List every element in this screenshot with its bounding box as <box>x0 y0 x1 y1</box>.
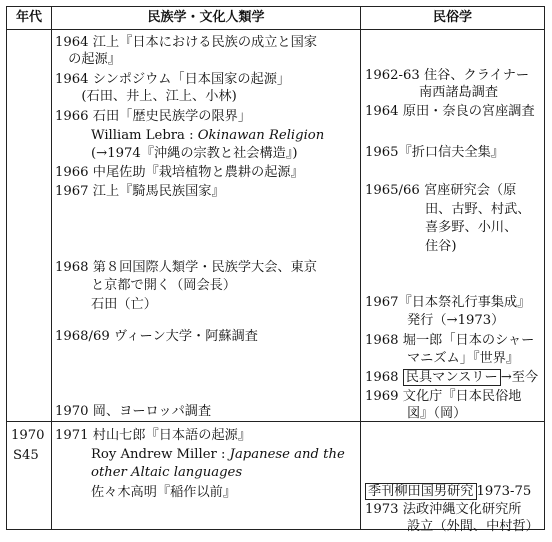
table-line: 1966 石田「歴史民族学の限界」 <box>55 109 252 124</box>
table-line: 1964 シンポジウム「日本国家の起源」 <box>55 72 291 87</box>
table-line: 1968 第８回国際人類学・民族学大会、東京 <box>55 260 317 275</box>
table-line: 住谷) <box>425 239 457 254</box>
table-line: 1968 民具マンスリー →至今 <box>365 370 539 385</box>
table-line: Roy Andrew Miller : Japanese and the <box>91 447 345 462</box>
table-line: 設立（外間、中村哲） <box>407 519 539 534</box>
table-line: 発行（→1973） <box>407 313 505 328</box>
table-line: の起源』 <box>55 52 121 67</box>
table-line: 1966 中尾佐助『栽培植物と農耕の起源』 <box>55 165 304 180</box>
table-line: 1970 岡、ヨーロッパ調査 <box>55 404 212 419</box>
header-era: 年代 <box>15 10 42 25</box>
table-line: 田、古野、村武、 <box>425 202 531 217</box>
era-showa: S45 <box>13 448 39 463</box>
table-line: 喜多野、小川、 <box>425 220 518 235</box>
table-line: 季刊柳田国男研究 1973-75 <box>365 483 531 500</box>
column-divider <box>51 7 52 529</box>
era-year: 1970 <box>11 428 45 443</box>
table-line: 図』（岡） <box>407 406 467 421</box>
table-line: 1969 文化庁『日本民俗地 <box>365 389 522 404</box>
table-line: 1967『日本祭礼行事集成』 <box>365 295 531 310</box>
table-line: other Altaic languages <box>91 465 243 480</box>
table-line: 南西諸島調査 <box>419 85 499 100</box>
table-line: と京都で開く（岡会長） <box>91 278 237 293</box>
table-line: William Lebra : Okinawan Religion <box>91 128 325 143</box>
boxed-journal-title: 民具マンスリー <box>403 369 501 386</box>
table-line: 1973 法政沖縄文化研究所 <box>365 502 522 517</box>
table-line: 1971 村山七郎『日本語の起源』 <box>55 428 252 443</box>
header-divider <box>7 29 544 30</box>
header-folklore: 民俗学 <box>432 10 472 25</box>
table-line: 石田（亡） <box>91 297 157 312</box>
header-ethnology: 民族学・文化人類学 <box>147 10 265 25</box>
table-line: 1968/69 ヴィーン大学・阿蘇調査 <box>55 329 258 344</box>
table-line: 1964 原田・奈良の宮座調査 <box>365 104 535 119</box>
table-line: 1962-63 住谷、クライナー <box>365 68 530 83</box>
table-line: 1965『折口信夫全集』 <box>365 145 505 160</box>
table-line: 1968 堀一郎「日本のシャー <box>365 333 535 348</box>
table-line: 1964 江上『日本における民族の成立と国家 <box>55 35 317 50</box>
table-line: 1965/66 宮座研究会（原 <box>365 183 517 198</box>
table-line: (石田、井上、江上、小林) <box>55 89 237 104</box>
boxed-journal-title: 季刊柳田国男研究 <box>365 483 477 500</box>
table-line: (→1974『沖縄の宗教と社会構造』) <box>91 146 298 161</box>
table-line: 佐々木高明『稲作以前』 <box>91 485 237 500</box>
table-line: 1967 江上『騎馬民族国家』 <box>55 184 225 199</box>
column-divider <box>360 7 361 529</box>
table-line: マニズム」『世界』 <box>407 351 520 366</box>
chronology-table <box>6 6 545 534</box>
